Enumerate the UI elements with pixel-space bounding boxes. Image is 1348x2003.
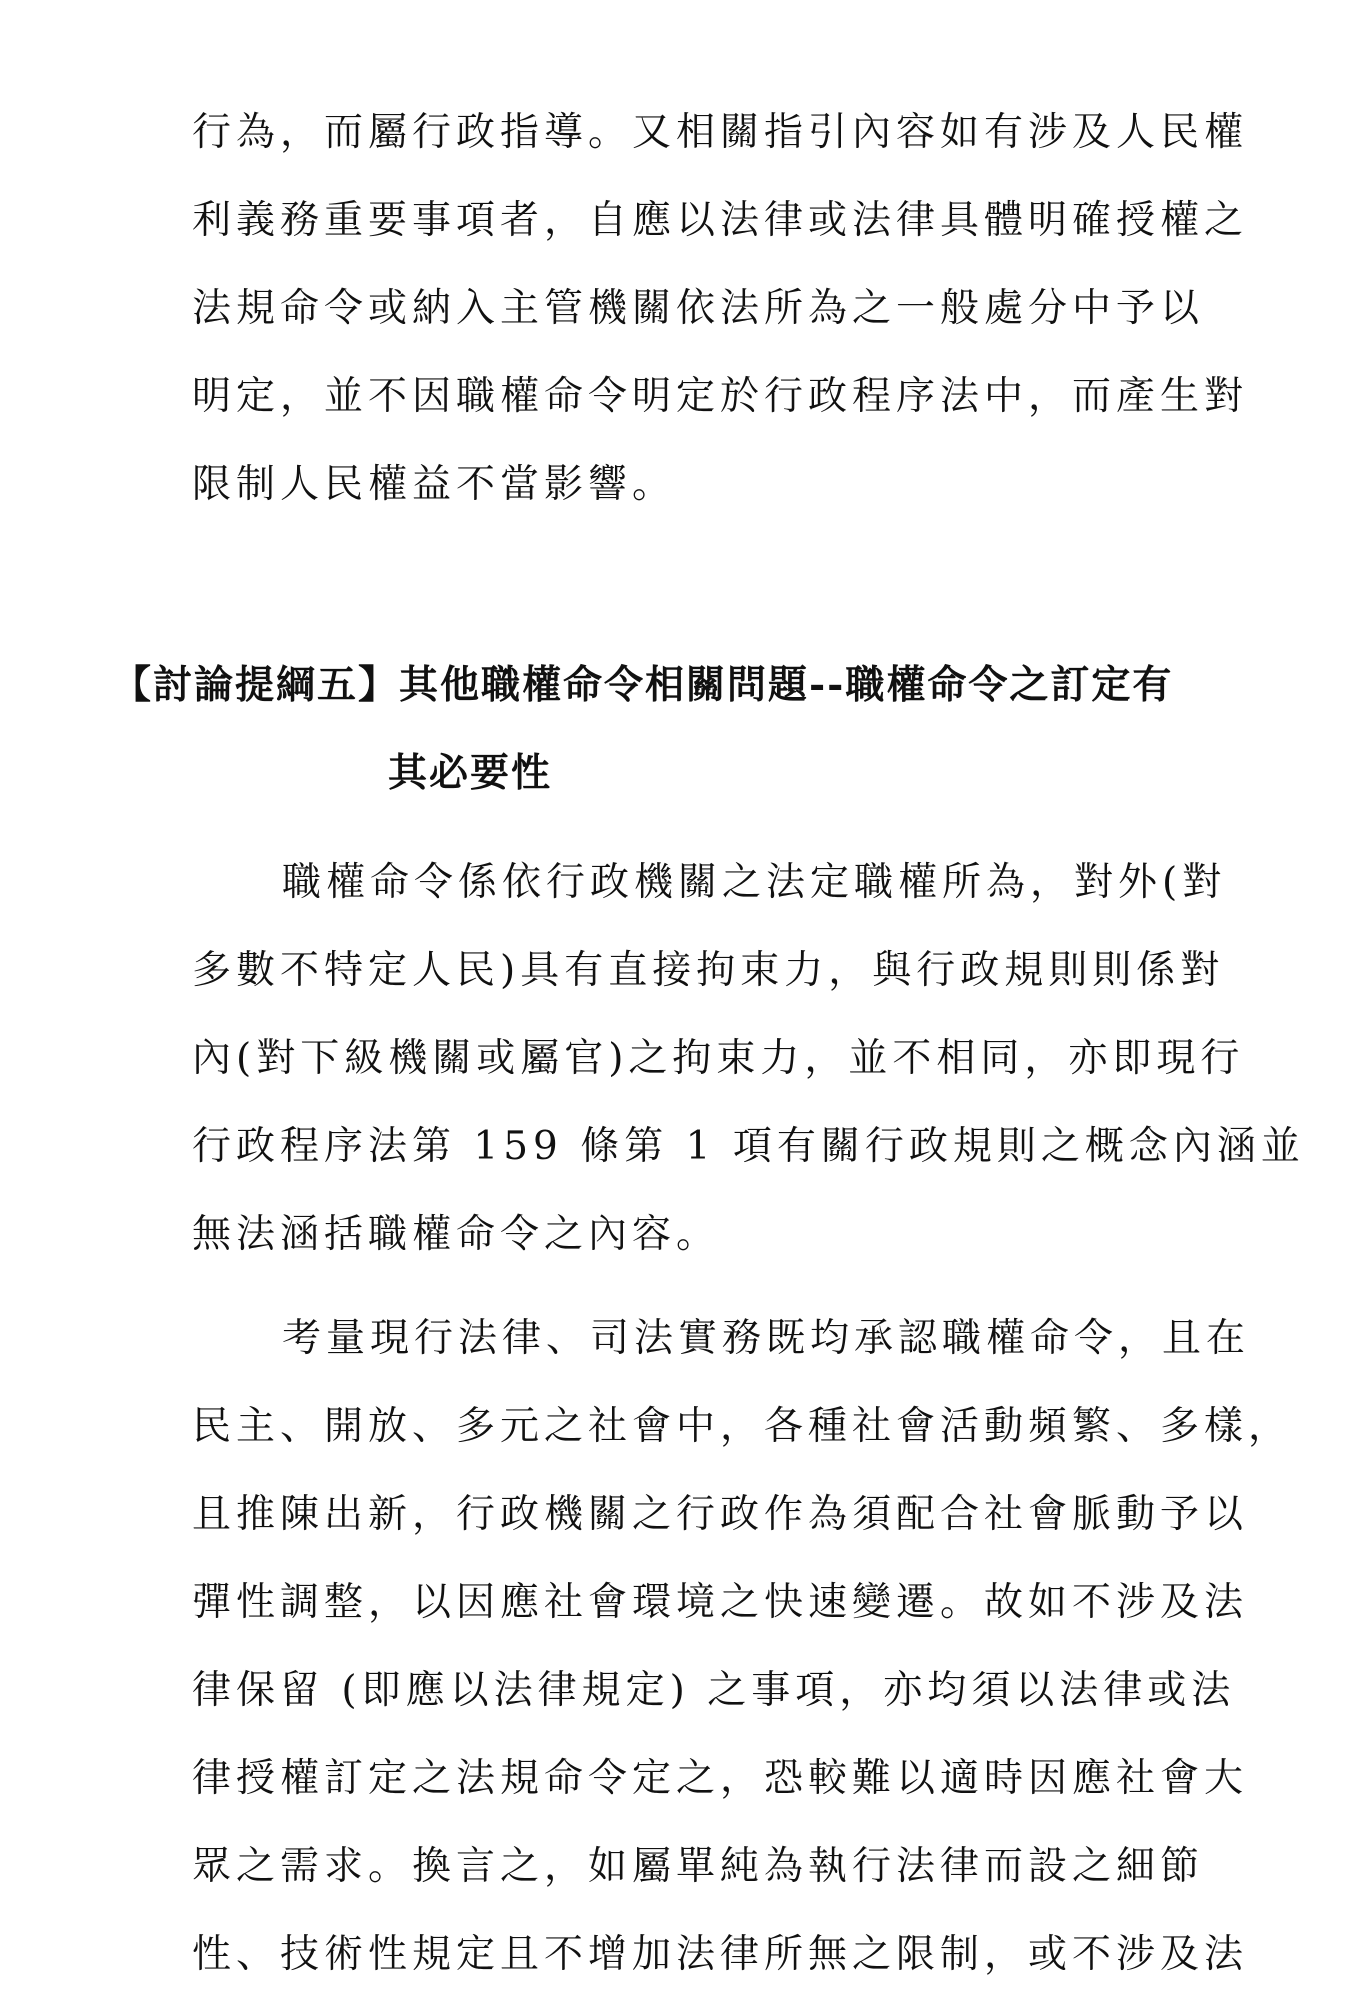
paragraph-2-line-7: 眾之需求。換言之，如屬單純為執行法律而設之細節 [192,1844,1205,1889]
paragraph-2-line-2: 民主、開放、多元之社會中，各種社會活動頻繁、多樣， [192,1404,1293,1449]
paragraph-2-line-3: 且推陳出新，行政機關之行政作為須配合社會脈動予以 [192,1492,1249,1537]
paragraph-1-line-3: 內(對下級機關或屬官)之拘束力，並不相同，亦即現行 [192,1036,1245,1081]
top-paragraph-line-2: 利義務重要事項者，自應以法律或法律具體明確授權之 [192,198,1249,243]
section-heading-line-1: 【討論提綱五】其他職權命令相關問題--職權命令之訂定有 [112,662,1174,708]
paragraph-2-line-4: 彈性調整，以因應社會環境之快速變遷。故如不涉及法 [192,1580,1249,1625]
paragraph-1-line-1: 職權命令係依行政機關之法定職權所為，對外(對 [282,860,1227,905]
section-heading-line-2: 其必要性 [388,750,553,796]
paragraph-2-line-8: 性、技術性規定且不增加法律所無之限制，或不涉及法 [192,1932,1249,1977]
top-paragraph-line-3: 法規命令或納入主管機關依法所為之一般處分中予以 [192,286,1205,331]
paragraph-1-line-5: 無法涵括職權命令之內容。 [192,1212,721,1257]
top-paragraph-line-1: 行為，而屬行政指導。又相關指引內容如有涉及人民權 [192,110,1249,155]
paragraph-2-line-6: 律授權訂定之法規命令定之，恐較難以適時因應社會大 [192,1756,1249,1801]
paragraph-1-line-2: 多數不特定人民)具有直接拘束力，與行政規則則係對 [192,948,1225,993]
paragraph-2-line-1: 考量現行法律、司法實務既均承認職權命令，且在 [282,1316,1251,1361]
paragraph-1-line-4: 行政程序法第 159 條第 1 項有關行政規則之概念內涵並 [192,1124,1305,1169]
paragraph-2-line-5: 律保留 (即應以法律規定) 之事項，亦均須以法律或法 [192,1668,1236,1713]
top-paragraph-line-4: 明定，並不因職權命令明定於行政程序法中，而產生對 [192,374,1249,419]
top-paragraph-line-5: 限制人民權益不當影響。 [192,462,677,507]
